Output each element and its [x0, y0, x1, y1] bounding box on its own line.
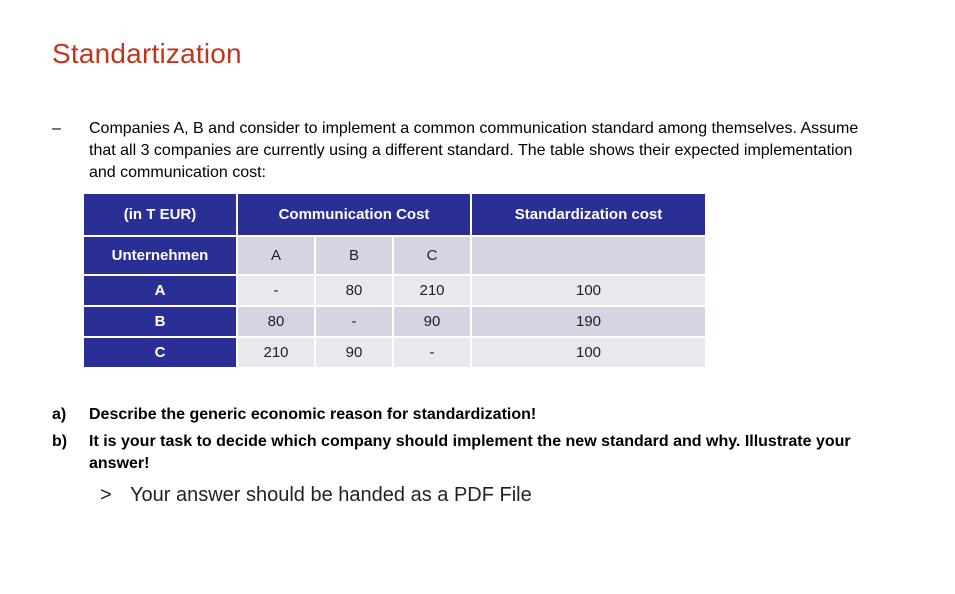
question-label: b) [52, 433, 68, 450]
cell-standardization: 190 [471, 306, 706, 337]
answer-note-text: Your answer should be handed as a PDF File [130, 484, 532, 506]
cell-cost-c: 90 [393, 306, 471, 337]
question-item [52, 431, 892, 475]
question-list [52, 404, 892, 480]
question-item [52, 404, 892, 426]
subheader-col-a: A [237, 236, 315, 275]
cell-cost-b: 90 [315, 337, 393, 368]
header-communication-cost: Communication Cost [237, 193, 471, 236]
subheader-company-label: Unternehmen [83, 236, 237, 275]
answer-note [100, 484, 532, 507]
row-company: C [83, 337, 237, 368]
table-row [83, 275, 706, 306]
table-subheader-row [83, 236, 706, 275]
subheader-empty [471, 236, 706, 275]
subheader-col-b: B [315, 236, 393, 275]
table-row [83, 337, 706, 368]
intro-text: Companies A, B and consider to implement a common communication standard among themselves. Assume that all 3 companies are currently using a different standard. The table shows their expected implementation and communication cost: [89, 120, 859, 181]
cell-cost-a: 210 [237, 337, 315, 368]
cell-standardization: 100 [471, 275, 706, 306]
slide-title: Standartization [52, 38, 242, 69]
cell-standardization: 100 [471, 337, 706, 368]
question-text: Describe the generic economic reason for standardization! [89, 406, 537, 423]
table-row [83, 306, 706, 337]
header-unit: (in T EUR) [83, 193, 237, 236]
row-company: B [83, 306, 237, 337]
cell-cost-b: - [315, 306, 393, 337]
cell-cost-a: - [237, 275, 315, 306]
question-text: It is your task to decide which company should implement the new standard and why. Illustrate your answer! [89, 433, 851, 472]
row-company: A [83, 275, 237, 306]
chevron-right-icon: > [100, 484, 112, 506]
question-label: a) [52, 406, 67, 423]
table-header-row [83, 193, 706, 236]
cell-cost-c: 210 [393, 275, 471, 306]
cell-cost-b: 80 [315, 275, 393, 306]
cost-table [82, 192, 707, 369]
cell-cost-c: - [393, 337, 471, 368]
header-standardization-cost: Standardization cost [471, 193, 706, 236]
subheader-col-c: C [393, 236, 471, 275]
cell-cost-a: 80 [237, 306, 315, 337]
dash-bullet-icon: – [52, 120, 61, 137]
